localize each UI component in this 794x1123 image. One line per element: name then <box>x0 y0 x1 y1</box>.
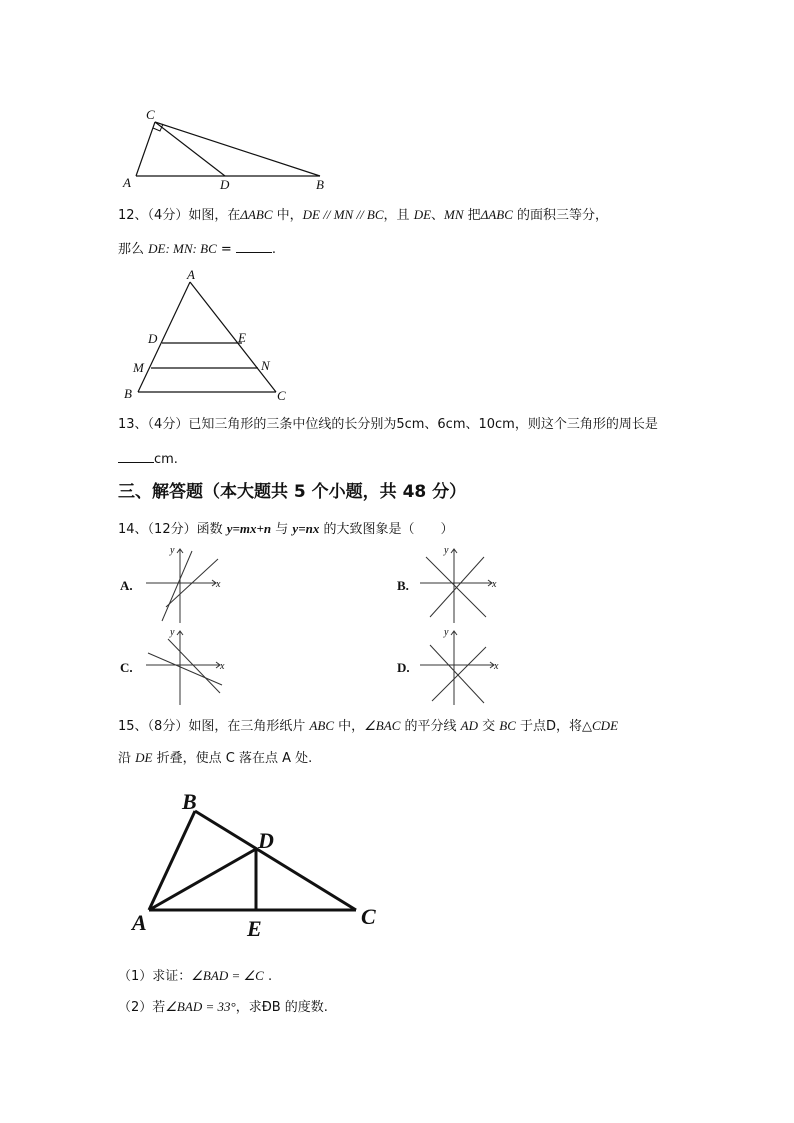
section-heading: 三、解答题（本大题共 5 个小题，共 48 分） <box>118 482 467 502</box>
fig12-label-a: A <box>187 268 195 282</box>
fig12-label-c: C <box>277 388 286 403</box>
fig11-label-b: B <box>316 177 324 192</box>
q13-line2: cm. <box>118 450 178 469</box>
axis-x-label: x <box>220 661 225 672</box>
q14-option-c-graph <box>140 625 230 707</box>
fig15-label-d: D <box>258 828 274 853</box>
fig15-label-b: B <box>182 789 197 814</box>
q12-answer-blank <box>236 240 272 253</box>
q15-sub1: （1）求证：∠BAD = ∠C . <box>118 968 273 984</box>
fig15-label-a: A <box>132 910 147 935</box>
axis-y-label: y <box>444 545 449 556</box>
q11-figure <box>115 105 345 195</box>
q12-line2: 那么 DE: MN: BC = . <box>118 241 277 257</box>
q15-figure <box>128 786 388 942</box>
q13-answer-blank <box>118 450 154 463</box>
fig12-label-e: E <box>238 330 246 345</box>
q14-option-d-label: D. <box>397 660 410 675</box>
q14-option-c-label: C. <box>120 660 133 675</box>
axis-x-label: x <box>216 579 221 590</box>
axis-x-label: x <box>494 661 499 672</box>
q13-line1: 13、（4分）已知三角形的三条中位线的长分别为5cm、6cm、10cm，则这个三角形的周长是 <box>118 417 658 432</box>
fig15-label-e: E <box>247 916 262 941</box>
fig11-label-d: D <box>220 177 230 192</box>
q14-option-b-graph <box>414 543 504 625</box>
q12-line1: 12、（4分）如图，在ΔABC 中，DE // MN // BC，且 DE、MN 把ΔABC 的面积三等分， <box>118 207 609 223</box>
axis-y-label: y <box>170 627 175 638</box>
q15-sub2: （2）若∠BAD = 33°，求ÐB 的度数. <box>118 999 328 1015</box>
axis-y-label: y <box>444 627 449 638</box>
axis-y-label: y <box>170 545 175 556</box>
q14-option-a-label: A. <box>120 578 133 593</box>
fig15-label-c: C <box>361 904 376 929</box>
fig11-label-a: A <box>123 175 131 190</box>
fig12-label-n: N <box>261 358 270 373</box>
q14-option-d-graph <box>414 625 504 707</box>
q15-line2: 沿 DE 折叠，使点 C 落在点 A 处. <box>118 750 313 766</box>
q15-line1: 15、（8分）如图，在三角形纸片 ABC 中，∠BAC 的平分线 AD 交 BC 于点D，将△CDE <box>118 718 619 734</box>
fig12-label-m: M <box>133 360 144 375</box>
fig12-label-b: B <box>124 386 132 401</box>
q14-option-a-graph <box>140 543 230 625</box>
q14-option-b-label: B. <box>397 578 409 593</box>
axis-x-label: x <box>492 579 497 590</box>
fig11-label-c: C <box>146 107 155 122</box>
q12-figure <box>118 268 298 404</box>
q14-stem: 14、（12分）函数 y=mx+n 与 y=nx 的大致图象是（ ） <box>118 521 454 537</box>
fig12-label-d: D <box>148 331 158 346</box>
